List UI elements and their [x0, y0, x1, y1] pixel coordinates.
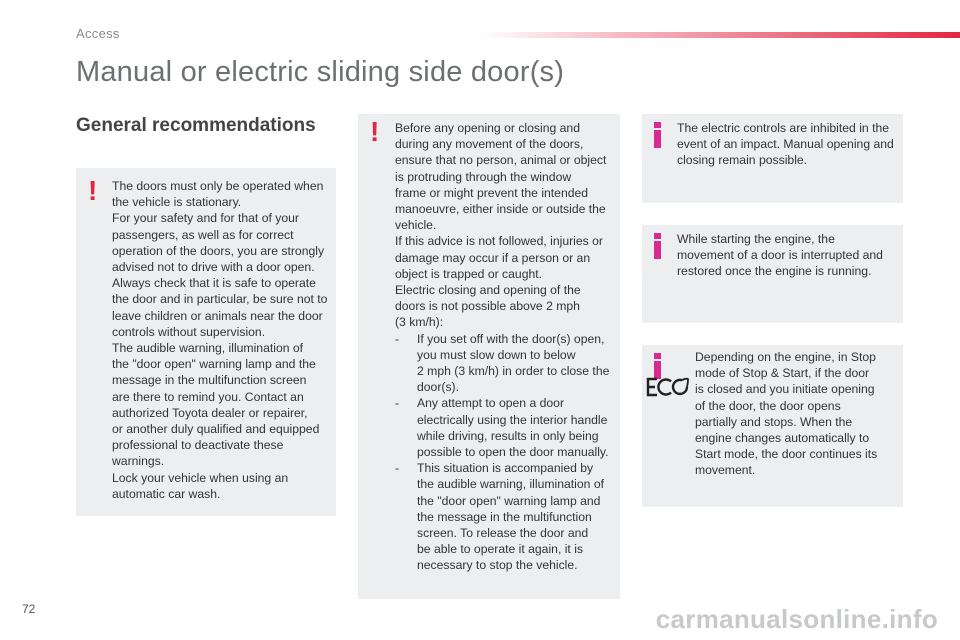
info-panel-impact — [642, 114, 903, 203]
text-line: or another duly qualified and equipped — [112, 422, 320, 437]
info-panel-text — [677, 120, 901, 169]
info-panel-text — [695, 349, 901, 479]
info-panel-stop-start — [642, 345, 903, 507]
text-line: The audible warning, illumination of — [112, 341, 304, 356]
section-subheading: General recommendations — [76, 115, 316, 136]
text-line: professional to deactivate these — [112, 438, 284, 453]
text-line: authorized Toyota dealer or repairer, — [112, 405, 308, 420]
text-line: damage may occur if a person or an — [395, 250, 591, 265]
text-line: while driving, results in only being — [417, 428, 599, 443]
bullet-dash: - — [395, 461, 400, 476]
text-line: event of an impact. Manual opening and — [677, 137, 894, 152]
text-line: screen. To release the door and — [417, 526, 589, 541]
list-item — [395, 460, 617, 573]
speed-warning-list — [395, 331, 617, 574]
bullet-dash: - — [395, 396, 400, 411]
text-line: ensure that no person, animal or object — [395, 153, 607, 168]
section-label: Access — [76, 26, 120, 41]
middle-warning-panel — [358, 114, 620, 599]
list-item — [395, 331, 617, 396]
text-line: restored once the engine is running. — [677, 264, 872, 279]
text-line: movement of a door is interrupted and — [677, 248, 883, 263]
text-line: is protruding through the window — [395, 169, 572, 184]
left-warning-panel — [76, 168, 336, 516]
text-line: the message in the multifunction — [417, 509, 592, 524]
watermark: carmanualsonline.info — [655, 604, 938, 634]
text-line: warnings. — [112, 454, 165, 469]
text-line: message in the multifunction screen — [112, 373, 307, 388]
list-item — [395, 395, 617, 460]
bullet-dash: - — [395, 331, 400, 346]
text-line: Lock your vehicle when using an — [112, 470, 289, 485]
text-line: the "door open" warning lamp and the — [112, 357, 316, 372]
text-line: automatic car wash. — [112, 486, 221, 501]
text-line: possible to open the door manually. — [417, 445, 609, 460]
text-line: vehicle. — [395, 218, 437, 233]
text-line: closing remain possible. — [677, 153, 808, 168]
text-line: frame or might prevent the intended — [395, 185, 589, 200]
text-line: Depending on the engine, in Stop — [695, 350, 876, 364]
text-line: during any movement of the doors, — [395, 137, 584, 152]
warning-exclamation-icon: ! — [88, 175, 98, 206]
text-line: door(s). — [417, 380, 459, 395]
text-line: engine changes automatically to — [695, 431, 870, 446]
text-line: advised not to drive with a door open. — [112, 260, 315, 275]
text-line: electrically using the interior handle — [417, 412, 608, 427]
text-line: mode of Stop & Start, if the door — [695, 366, 870, 381]
text-line: While starting the engine, the — [677, 232, 835, 246]
text-line: be able to operate it again, it is — [417, 542, 583, 557]
text-line: Start mode, the door continues its — [695, 447, 878, 462]
text-line: If this advice is not followed, injuries or — [395, 234, 603, 249]
text-line: movement. — [695, 463, 756, 478]
text-line: The electric controls are inhibited in the — [677, 121, 890, 135]
text-line: Any attempt to open a door — [417, 396, 565, 411]
page-number: 72 — [22, 602, 36, 616]
text-line: controls without supervision. — [112, 324, 266, 339]
text-line: you must slow down to below — [417, 347, 576, 362]
info-icon — [653, 233, 662, 259]
text-line: Electric closing and opening of the — [395, 283, 581, 298]
text-line: the door and in particular, be sure not to — [112, 292, 328, 307]
text-line: For your safety and for that of your — [112, 211, 299, 226]
text-line: is closed and you initiate opening — [695, 382, 875, 397]
page-title: Manual or electric sliding side door(s) — [76, 56, 565, 88]
text-line: The doors must only be operated when — [112, 179, 324, 193]
text-line: doors is not possible above 2 mph — [395, 299, 580, 314]
text-line: necessary to stop the vehicle. — [417, 558, 578, 573]
left-panel-text — [112, 178, 334, 502]
text-line: Always check that it is safe to operate — [112, 276, 316, 291]
text-line: (3 km/h): — [395, 315, 444, 330]
text-line: 2 mph (3 km/h) in order to close the — [417, 364, 610, 379]
text-line: leave children or animals near the door — [112, 308, 323, 323]
text-line: the "door open" warning lamp and — [417, 493, 601, 508]
text-line: partially and stops. When the — [695, 414, 853, 429]
text-line: If you set off with the door(s) open, — [417, 331, 605, 346]
text-line: the vehicle is stationary. — [112, 195, 242, 210]
text-line: are there to remind you. Contact an — [112, 389, 304, 404]
text-line: the audible warning, illumination of — [417, 477, 604, 492]
eco-icon — [644, 375, 690, 399]
text-line: object is trapped or caught. — [395, 266, 543, 281]
text-line: Before any opening or closing and — [395, 121, 580, 135]
text-line: of the door, the door opens — [695, 398, 841, 413]
info-icon — [653, 122, 662, 148]
warning-exclamation-icon: ! — [370, 116, 380, 147]
text-line: manoeuvre, either inside or outside the — [395, 202, 606, 217]
info-panel-text — [677, 231, 901, 280]
text-line: passengers, as well as for correct — [112, 227, 294, 242]
text-line: operation of the doors, you are strongly — [112, 243, 325, 258]
header-accent-bar — [480, 32, 960, 38]
middle-panel-text — [395, 120, 617, 574]
info-panel-engine-start — [642, 225, 903, 323]
text-line: This situation is accompanied by — [417, 461, 594, 476]
